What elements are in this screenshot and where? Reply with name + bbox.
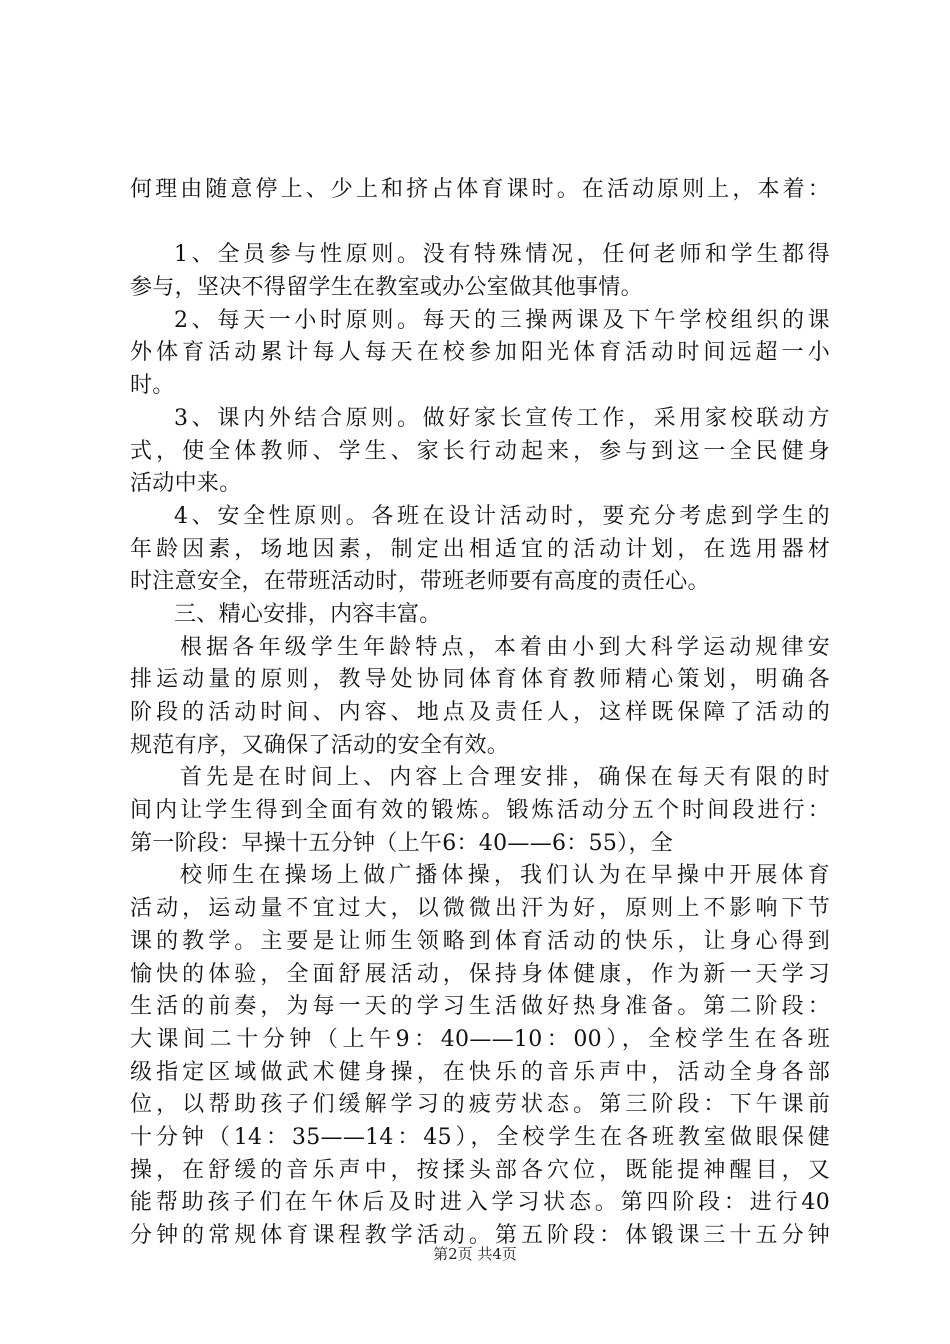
text-line: 何理由随意停上、少上和挤占体育课时。在活动原则上，本着： <box>130 177 830 202</box>
document-body <box>130 174 830 1253</box>
text-line: 活动，运动量不宜过大，以微微出汗为好，原则上不影响下节 <box>130 896 830 922</box>
text-line: 课的教学。主要是让师生领略到体育活动的快乐，让身心得到 <box>130 928 830 954</box>
blank-line <box>130 207 830 240</box>
text-line: 时注意安全，在带班活动时，带班老师要有高度的责任心。 <box>130 569 710 595</box>
text-line: 分钟的常规体育课程教学活动。第五阶段：体锻课三十五分钟 <box>130 1223 830 1248</box>
text-line: 生活的前奏，为每一天的学习生活做好热身准备。第二阶段： <box>130 994 830 1020</box>
text-line: 2、每天一小时原则。每天的三操两课及下午学校组织的课 <box>174 307 830 333</box>
text-line: 年龄因素，场地因素，制定出相适宜的活动计划，在选用器材 <box>130 536 830 562</box>
text-line: 第一阶段：早操十五分钟（上午6：40——6：55），全 <box>130 830 674 856</box>
text-line: 4、安全性原则。各班在设计活动时，要充分考虑到学生的 <box>174 503 830 529</box>
text-line: 操，在舒缓的音乐声中，按揉头部各穴位，既能提神醒目，又 <box>130 1157 830 1183</box>
text-line: 3、课内外结合原则。做好家长宣传工作，采用家校联动方 <box>174 405 830 431</box>
text-line: 外体育活动累计每人每天在校参加阳光体育活动时间远超一小 <box>130 340 830 366</box>
text-line: 首先是在时间上、内容上合理安排，确保在每天有限的时 <box>180 765 830 791</box>
text-line: 愉快的体验，全面舒展活动，保持身体健康，作为新一天学习 <box>130 961 830 987</box>
text-line: 参与，坚决不得留学生在教室或办公室做其他事情。 <box>130 275 643 301</box>
text-line: 位，以帮助孩子们缓解学习的疲劳状态。第三阶段：下午课前 <box>130 1092 830 1118</box>
text-line: 级指定区域做武术健身操，在快乐的音乐声中，活动全身各部 <box>130 1059 830 1085</box>
text-line: 规范有序，又确保了活动的安全有效。 <box>130 732 510 758</box>
text-line: 十分钟（14：35——14：45），全校学生在各班教室做眼保健 <box>130 1124 830 1150</box>
text-line: 式，使全体教师、学生、家长行动起来，参与到这一全民健身 <box>130 438 830 464</box>
text-line: 根据各年级学生年龄特点，本着由小到大科学运动规律安 <box>180 634 830 660</box>
text-line: 大课间二十分钟（上午9：40——10：00），全校学生在各班 <box>130 1026 830 1052</box>
section-heading: 三、精心安排，内容丰富。 <box>174 601 442 627</box>
page-number-footer: 第2页 共4页 <box>433 1245 517 1263</box>
text-line: 校师生在操场上做广播体操，我们认为在早操中开展体育 <box>180 863 830 889</box>
text-line: 活动中来。 <box>130 471 242 497</box>
text-line: 能帮助孩子们在午休后及时进入学习状态。第四阶段：进行40 <box>130 1190 830 1216</box>
text-line: 间内让学生得到全面有效的锻炼。锻炼活动分五个时间段进行： <box>130 798 830 824</box>
text-line: 阶段的活动时间、内容、地点及责任人，这样既保障了活动的 <box>130 700 830 725</box>
text-line: 1、全员参与性原则。没有特殊情况，任何老师和学生都得 <box>174 242 830 268</box>
text-line: 时。 <box>130 373 175 399</box>
text-line: 排运动量的原则，教导处协同体育体育教师精心策划，明确各 <box>130 667 830 693</box>
